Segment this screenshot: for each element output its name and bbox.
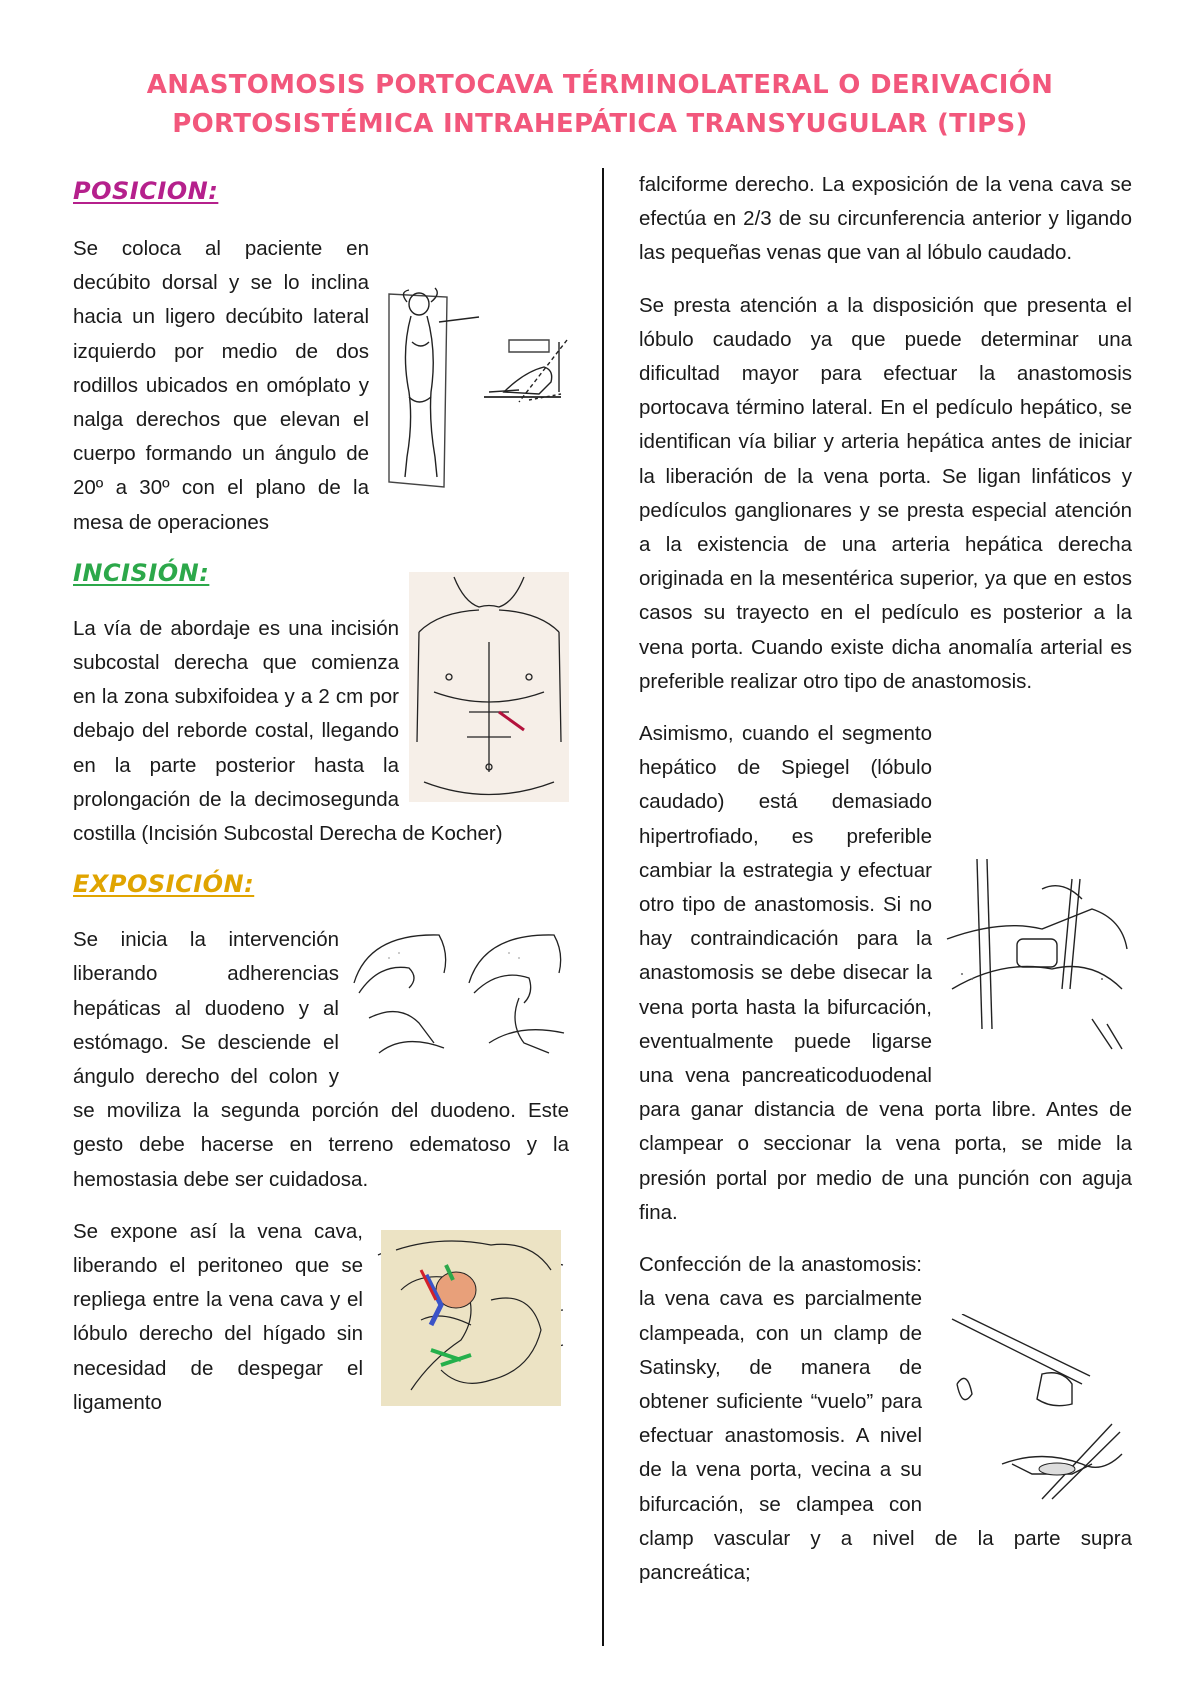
heading-exposicion: EXPOSICIÓN:: [73, 870, 255, 899]
heading-posicion: POSICION:: [73, 177, 219, 205]
portal-vein-clamp-illustration: [942, 849, 1132, 1079]
right-paragraph-4: Confección de la anastomosis: la vena cava es parcialmente clampeada, con un clamp de Satinsky, de manera de obtener suficiente “vuelo” para efectuar anastomosis. A nivel de la vena porta, vecina a su bifurcación, se clampea con clamp vascular y a nivel de la parte supra pancreática;: [639, 1253, 1132, 1584]
torso-figure: [409, 572, 569, 802]
right-paragraph-1: falciforme derecho. La exposición de la vena cava se efectúa en 2/3 de su circunferencia anterior y ligando las pequeñas venas que van al lóbulo caudado.: [639, 173, 1132, 265]
left-column: [73, 168, 569, 1438]
satinsky-clamp-figure: [932, 1314, 1132, 1504]
colon-figure: [381, 1230, 561, 1406]
right-paragraph-2: Se presta atención a la disposición que presenta el lóbulo caudado ya que puede determinar una dificultad mayor para efectuar la anastomosis portocava término lateral. En el pedículo hepático, se identifican vía biliar y arteria hepática antes de iniciar la liberación de la vena porta. Se ligan linfáticos y pedículos ganglionares y se presta especial atención a la existencia de una arteria hepática derecha originada en la mesentérica superior, ya que en estos casos su trayecto en el pedículo es posterior a la vena porta. Cuando existe dicha anomalía arterial es preferible realizar otro tipo de anastomosis.: [639, 293, 1132, 693]
title-line-1: ANASTOMOSIS PORTOCAVA TÉRMINOLATERAL O DERIVACIÓN: [146, 70, 1054, 100]
exposicion-paragraph-1: Se inicia la intervención liberando adherencias hepáticas al duodeno y al estómago. Se desciende el ángulo derecho del colon y se moviliza la segunda porción del duodeno. Este gesto debe hacerse en terreno edematoso y la hemostasia debe ser cuidadosa.: [73, 923, 569, 1197]
colon-mobilization-illustration: [381, 1230, 561, 1406]
satinsky-clamp-illustration: [932, 1314, 1132, 1504]
liver-duodenum-illustration: [349, 923, 569, 1063]
liver-duodenum-figure: [349, 923, 569, 1063]
exposicion-paragraph-2: Se expone así la vena cava, liberando el peritoneo que se repliega entre la vena cava y el lóbulo derecho del hígado sin necesidad de despegar el ligamento: [73, 1215, 569, 1420]
posicion-paragraph: Se coloca al paciente en decúbito dorsal y se lo inclina hacia un ligero decúbito lateral izquierdo por medio de dos rodillos ubicados en omóplato y nalga derechos que elevan el cuerpo formando un ángulo de 20º a 30º con el plano de la mesa de operaciones: [73, 232, 569, 540]
heading-incision: INCISIÓN:: [73, 558, 210, 587]
portal-clamp-figure: [942, 849, 1132, 1079]
abdominal-incision-illustration: [409, 572, 569, 802]
column-divider: [602, 168, 604, 1646]
patient-position-figure: [379, 282, 569, 492]
right-column: [639, 168, 1132, 1608]
right-paragraph-3: Asimismo, cuando el segmento hepático de Spiegel (lóbulo caudado) está demasiado hipertrofiado, es preferible cambiar la estrategia y efectuar otro tipo de anastomosis. Si no hay contraindicación para la anastomosis se debe disecar la vena porta hasta la bifurcación, eventualmente puede ligarse una vena pancreaticoduodenal para ganar distancia de vena porta libre. Antes de clampear o seccionar la vena porta, se mide la presión portal por medio de una punción con aguja fina.: [639, 722, 1132, 1224]
title-line-2: PORTOSISTÉMICA INTRAHEPÁTICA TRANSYUGULAR (TIPS): [172, 109, 1028, 139]
incision-paragraph: La vía de abordaje es una incisión subcostal derecha que comienza en la zona subxifoidea y a 2 cm por debajo del reborde costal, llegando en la parte posterior hasta la prolongación de la decimosegunda costilla (Incisión Subcostal Derecha de Kocher): [73, 612, 569, 851]
document-title: [60, 66, 1140, 144]
patient-position-illustration: [379, 282, 569, 492]
